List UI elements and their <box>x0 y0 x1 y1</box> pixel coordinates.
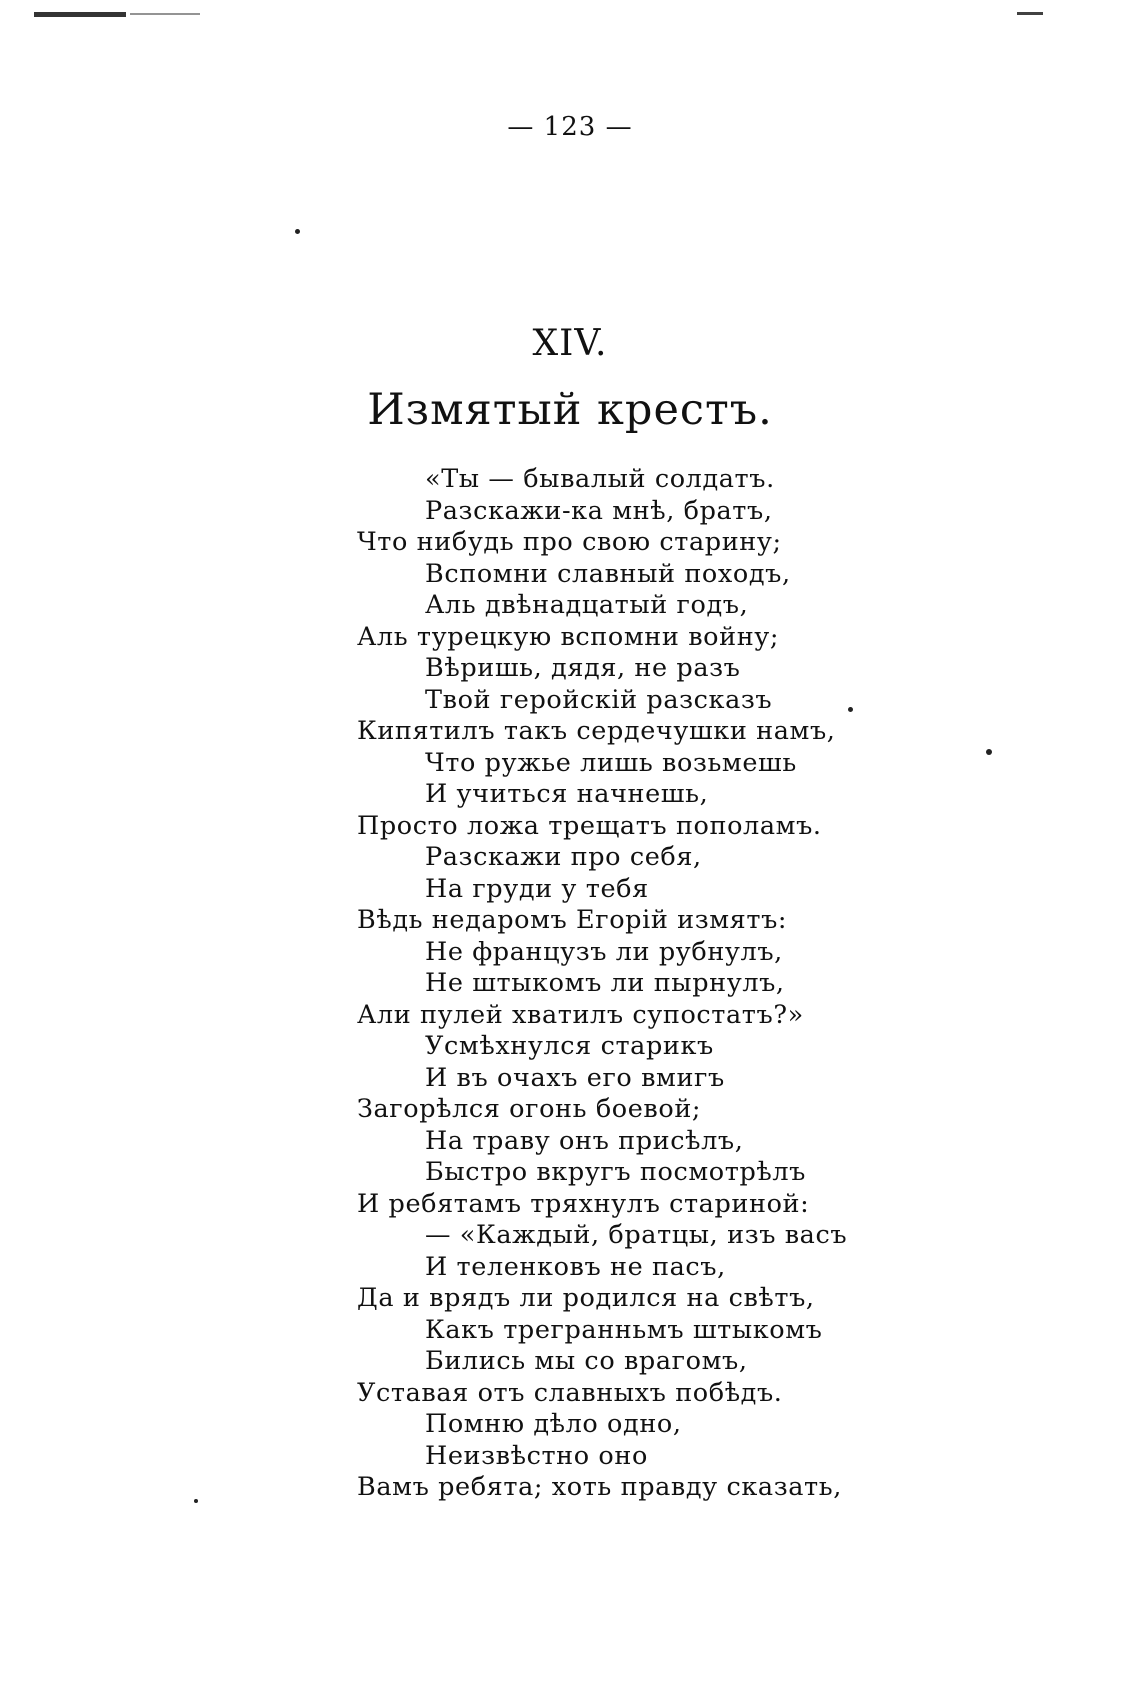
poem-body <box>357 464 917 1504</box>
poem-line: «Ты — бывалый солдатъ. <box>425 464 775 494</box>
poem-line: И въ очахъ его вмигъ <box>425 1062 725 1093</box>
poem-line: Просто ложа трещатъ пополамъ. <box>357 810 822 841</box>
scan-speck <box>194 1499 198 1503</box>
page-number: — 123 — <box>507 112 633 142</box>
chapter-title: Измятый крестъ. <box>367 385 773 435</box>
poem-line: Загорѣлся огонь боевой; <box>357 1094 702 1124</box>
poem-line: Твой геройскій разсказъ <box>425 684 773 715</box>
poem-line: Вамъ ребята; хоть правду сказать, <box>357 1472 842 1502</box>
poem-line: И ребятамъ тряхнулъ стариной: <box>357 1188 810 1219</box>
poem-line: Да и врядъ ли родился на свѣтъ, <box>357 1283 815 1313</box>
poem-line: Кипятилъ такъ сердечушки намъ, <box>357 716 836 746</box>
poem-line: И учиться начнешь, <box>425 779 709 809</box>
poem-line: Разскажи про себя, <box>425 842 702 872</box>
poem-line: На траву онъ присѣлъ, <box>425 1125 744 1156</box>
poem-line: Вѣдь недаромъ Егорій измятъ: <box>357 905 788 935</box>
poem-line: Усмѣхнулся старикъ <box>425 1031 714 1061</box>
poem-line: Аль турецкую вспомни войну; <box>357 621 780 652</box>
poem-line: Не французъ ли рубнулъ, <box>425 936 783 967</box>
scan-smudge-top-left <box>34 12 126 17</box>
poem-line: Али пулей хватилъ супостатъ?» <box>357 999 804 1030</box>
poem-line: Уставая отъ славныхъ побѣдъ. <box>357 1377 783 1408</box>
poem-line: Что нибудь про свою старину; <box>357 527 782 557</box>
scan-speck <box>986 749 992 755</box>
scan-smudge-top-left-tail <box>130 13 200 15</box>
poem-line: На груди у тебя <box>425 873 649 904</box>
poem-line: Быстро вкругъ посмотрѣлъ <box>425 1157 806 1187</box>
poem-line: Помню дѣло одно, <box>425 1409 682 1439</box>
poem-line: Не штыкомъ ли пырнулъ, <box>425 968 785 998</box>
poem-line: — «Каждый, братцы, изъ васъ <box>425 1220 848 1250</box>
poem-line: Что ружье лишь возьмешь <box>425 747 797 778</box>
poem-line: Вѣришь, дядя, не разъ <box>425 653 741 683</box>
poem-line: Какъ трегранньмъ штыкомъ <box>425 1314 823 1345</box>
poem-line: Разскажи-ка мнѣ, братъ, <box>425 495 773 526</box>
chapter-number: XIV. <box>532 323 608 364</box>
poem-line: Бились мы со врагомъ, <box>425 1346 748 1376</box>
poem-line: И теленковъ не пасъ, <box>425 1251 726 1282</box>
poem-line: Аль двѣнадцатый годъ, <box>425 590 749 620</box>
scan-speck <box>295 229 300 234</box>
poem-line: Неизвѣстно оно <box>425 1440 648 1471</box>
poem-line: Вспомни славный походъ, <box>425 558 791 589</box>
scan-smudge-top-right <box>1017 12 1043 15</box>
